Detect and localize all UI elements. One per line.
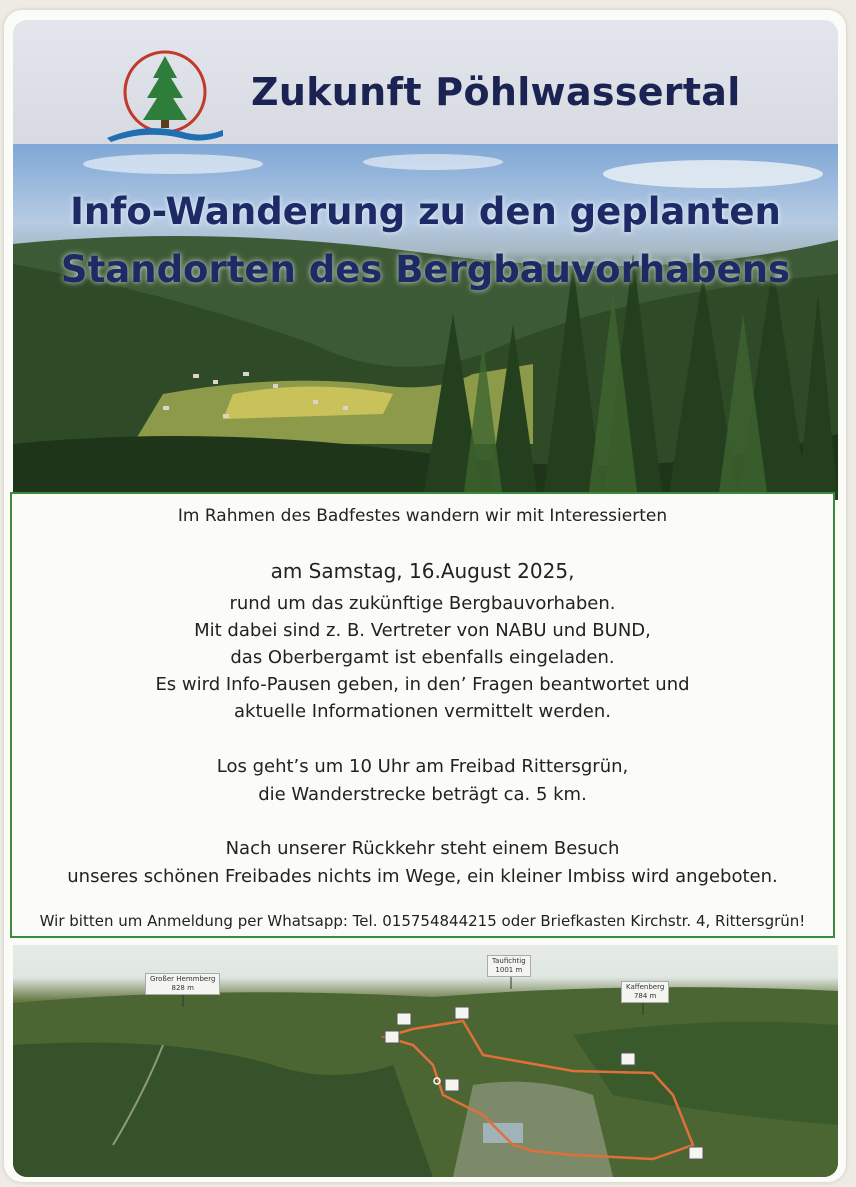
body-line-7: die Wanderstrecke beträgt ca. 5 km. bbox=[258, 784, 587, 805]
header-banner bbox=[13, 20, 838, 154]
event-date: am Samstag, 16.August 2025, bbox=[270, 559, 575, 583]
body-line-1: rund um das zukünftige Bergbauvorhaben. bbox=[229, 593, 616, 614]
info-text-box bbox=[10, 492, 835, 938]
organization-name: Zukunft Pöhlwassertal bbox=[251, 70, 741, 114]
body-line-3: das Oberbergamt ist ebenfalls eingeladen. bbox=[230, 647, 615, 668]
intro-text: Im Rahmen des Badfestes wandern wir mit Interessierten bbox=[177, 506, 668, 526]
body-line-9: unseres schönen Freibades nichts im Wege, ein kleiner Imbiss wird angeboten. bbox=[67, 866, 778, 887]
body-line-8: Nach unserer Rückkehr steht einem Besuch bbox=[225, 838, 620, 859]
route-map-image bbox=[13, 945, 838, 1177]
body-line-6: Los geht’s um 10 Uhr am Freibad Rittersgrün, bbox=[216, 756, 629, 777]
flyer-card bbox=[4, 10, 846, 1182]
body-line-5: aktuelle Informationen vermittelt werden. bbox=[233, 701, 611, 722]
tree-circle-logo-icon bbox=[105, 48, 225, 144]
aerial-route-map bbox=[13, 945, 838, 1177]
peak-label: Kaffenberg 784 m bbox=[621, 981, 669, 1003]
body-line-2: Mit dabei sind z. B. Vertreter von NABU und BUND, bbox=[194, 620, 651, 641]
body-line-4: Es wird Info-Pausen geben, in den’ Fragen beantwortet und bbox=[155, 674, 690, 695]
contact-line: Wir bitten um Anmeldung per Whatsapp: Tel. 015754844215 oder Briefkasten Kirchstr. 4, Rittersgrün! bbox=[39, 912, 806, 930]
hero-title-line1: Info-Wanderung zu den geplanten bbox=[70, 190, 781, 233]
peak-label: Taufichtig 1001 m bbox=[487, 955, 531, 977]
landscape-photo bbox=[13, 144, 838, 500]
peak-label: Großer Hemmberg 828 m bbox=[145, 973, 220, 995]
hero-title-line2: Standorten des Bergbauvorhabens bbox=[60, 248, 791, 291]
